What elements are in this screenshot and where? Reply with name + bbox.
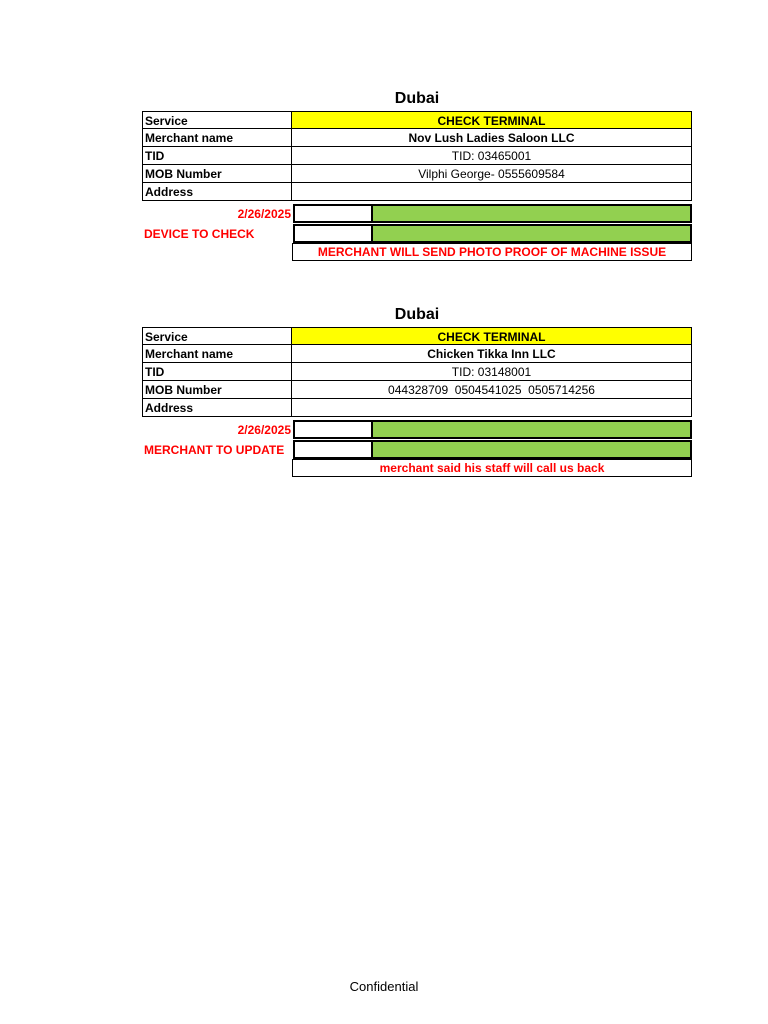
record-status: DEVICE TO CHECK: [144, 227, 255, 241]
field-label: TID: [142, 147, 292, 165]
field-label: Merchant name: [142, 129, 292, 147]
record-note: MERCHANT WILL SEND PHOTO PROOF OF MACHINE ISSUE: [292, 243, 692, 261]
mob-number-row: [142, 165, 692, 183]
address-value: [292, 183, 692, 201]
mob-number-value: Vilphi George- 0555609584: [292, 165, 692, 183]
field-label: Service: [142, 111, 292, 129]
status-cell-empty: [293, 440, 373, 459]
record-city-title: Dubai: [394, 306, 440, 323]
field-label: MOB Number: [142, 165, 292, 183]
record-status: MERCHANT TO UPDATE: [144, 443, 285, 457]
field-label: Merchant name: [142, 345, 292, 363]
mob-number-row: [142, 381, 692, 399]
service-value: CHECK TERMINAL: [292, 111, 692, 129]
record-date: 2/26/2025: [237, 207, 291, 221]
field-label: MOB Number: [142, 381, 292, 399]
status-cell-green: [371, 204, 692, 223]
tid-row: [142, 147, 692, 165]
record-block-2: [142, 304, 692, 480]
service-row: [142, 327, 692, 345]
record-date: 2/26/2025: [237, 423, 291, 437]
tid-value: TID: 03465001: [292, 147, 692, 165]
address-row: [142, 183, 692, 201]
status-cell-empty: [293, 204, 373, 223]
field-label: Service: [142, 327, 292, 345]
merchant-name-row: [142, 345, 692, 363]
tid-value: TID: 03148001: [292, 363, 692, 381]
merchant-name-value: Nov Lush Ladies Saloon LLC: [292, 129, 692, 147]
tid-row: [142, 363, 692, 381]
mob-number-value: 044328709 0504541025 0505714256: [292, 381, 692, 399]
field-label: TID: [142, 363, 292, 381]
address-row: [142, 399, 692, 417]
record-city-title: Dubai: [394, 90, 440, 107]
field-label: Address: [142, 399, 292, 417]
status-cell-green: [371, 224, 692, 243]
field-label: Address: [142, 183, 292, 201]
status-cell-empty: [293, 224, 373, 243]
address-value: [292, 399, 692, 417]
record-block-1: [142, 88, 692, 264]
status-cell-empty: [293, 420, 373, 439]
status-cell-green: [371, 420, 692, 439]
merchant-name-value: Chicken Tikka Inn LLC: [292, 345, 692, 363]
record-note: merchant said his staff will call us back: [292, 459, 692, 477]
status-cell-green: [371, 440, 692, 459]
page-footer: Confidential: [349, 979, 419, 994]
merchant-name-row: [142, 129, 692, 147]
service-row: [142, 111, 692, 129]
service-value: CHECK TERMINAL: [292, 327, 692, 345]
